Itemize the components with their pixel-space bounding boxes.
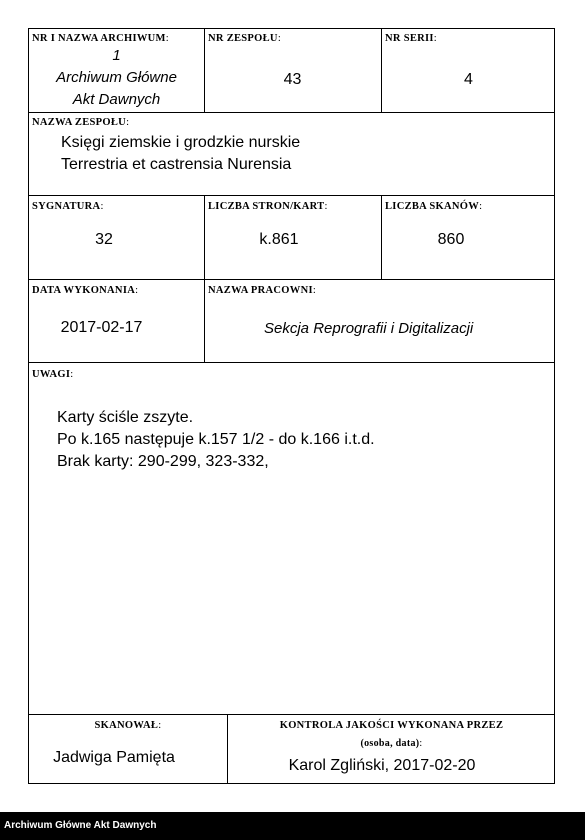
scanned-by-label: SKANOWAŁ: — [94, 720, 162, 731]
notes-line-2: Po k.165 następuje k.157 1/2 - do k.166 i.t.d. — [57, 431, 375, 448]
date-label: DATA WYKONANIA: — [32, 285, 139, 296]
fonds-name-label: NAZWA ZESPOŁU: — [32, 117, 130, 128]
scanned-by-value: Jadwiga Pamięta — [53, 749, 175, 766]
row-divider — [29, 714, 554, 715]
row-divider — [29, 112, 554, 113]
notes-line-3: Brak karty: 290-299, 323-332, — [57, 453, 269, 470]
metadata-form — [28, 28, 555, 784]
notes-label: UWAGI: — [32, 369, 74, 380]
scans-value: 860 — [437, 231, 465, 248]
archive-label: NR I NAZWA ARCHIWUM: — [32, 33, 169, 44]
qc-value: Karol Zgliński, 2017-02-20 — [288, 757, 476, 774]
scans-label: LICZBA SKANÓW: — [385, 201, 483, 212]
notes-line-1: Karty ściśle zszyte. — [57, 409, 194, 426]
qc-sublabel: (osoba, data): — [360, 738, 423, 749]
fonds-name-line2: Terrestria et castrensia Nurensia — [61, 156, 292, 173]
fonds-number: 43 — [283, 71, 302, 88]
signature-value: 32 — [95, 231, 113, 248]
archive-name-line2: Akt Dawnych — [72, 91, 161, 108]
row-divider — [29, 362, 554, 363]
row-divider — [29, 279, 554, 280]
archive-number: 1 — [112, 47, 121, 64]
pages-value: k.861 — [259, 231, 299, 248]
pages-label: LICZBA STRON/KART: — [208, 201, 328, 212]
workshop-value: Sekcja Reprografii i Digitalizacji — [264, 320, 474, 337]
qc-label: KONTROLA JAKOŚCI WYKONANA PRZEZ — [279, 720, 504, 731]
archive-name-line1: Archiwum Główne — [56, 69, 177, 86]
footer-text: Archiwum Główne Akt Dawnych — [4, 820, 157, 831]
workshop-label: NAZWA PRACOWNI: — [208, 285, 317, 296]
col-divider — [204, 279, 205, 362]
fonds-name-line1: Księgi ziemskie i grodzkie nurskie — [61, 134, 301, 151]
series-number: 4 — [464, 71, 473, 88]
series-label: NR SERII: — [385, 33, 438, 44]
signature-label: SYGNATURA: — [32, 201, 104, 212]
fonds-number-label: NR ZESPOŁU: — [208, 33, 282, 44]
footer-bar — [0, 812, 585, 840]
date-value: 2017-02-17 — [60, 319, 143, 336]
row-divider — [29, 195, 554, 196]
